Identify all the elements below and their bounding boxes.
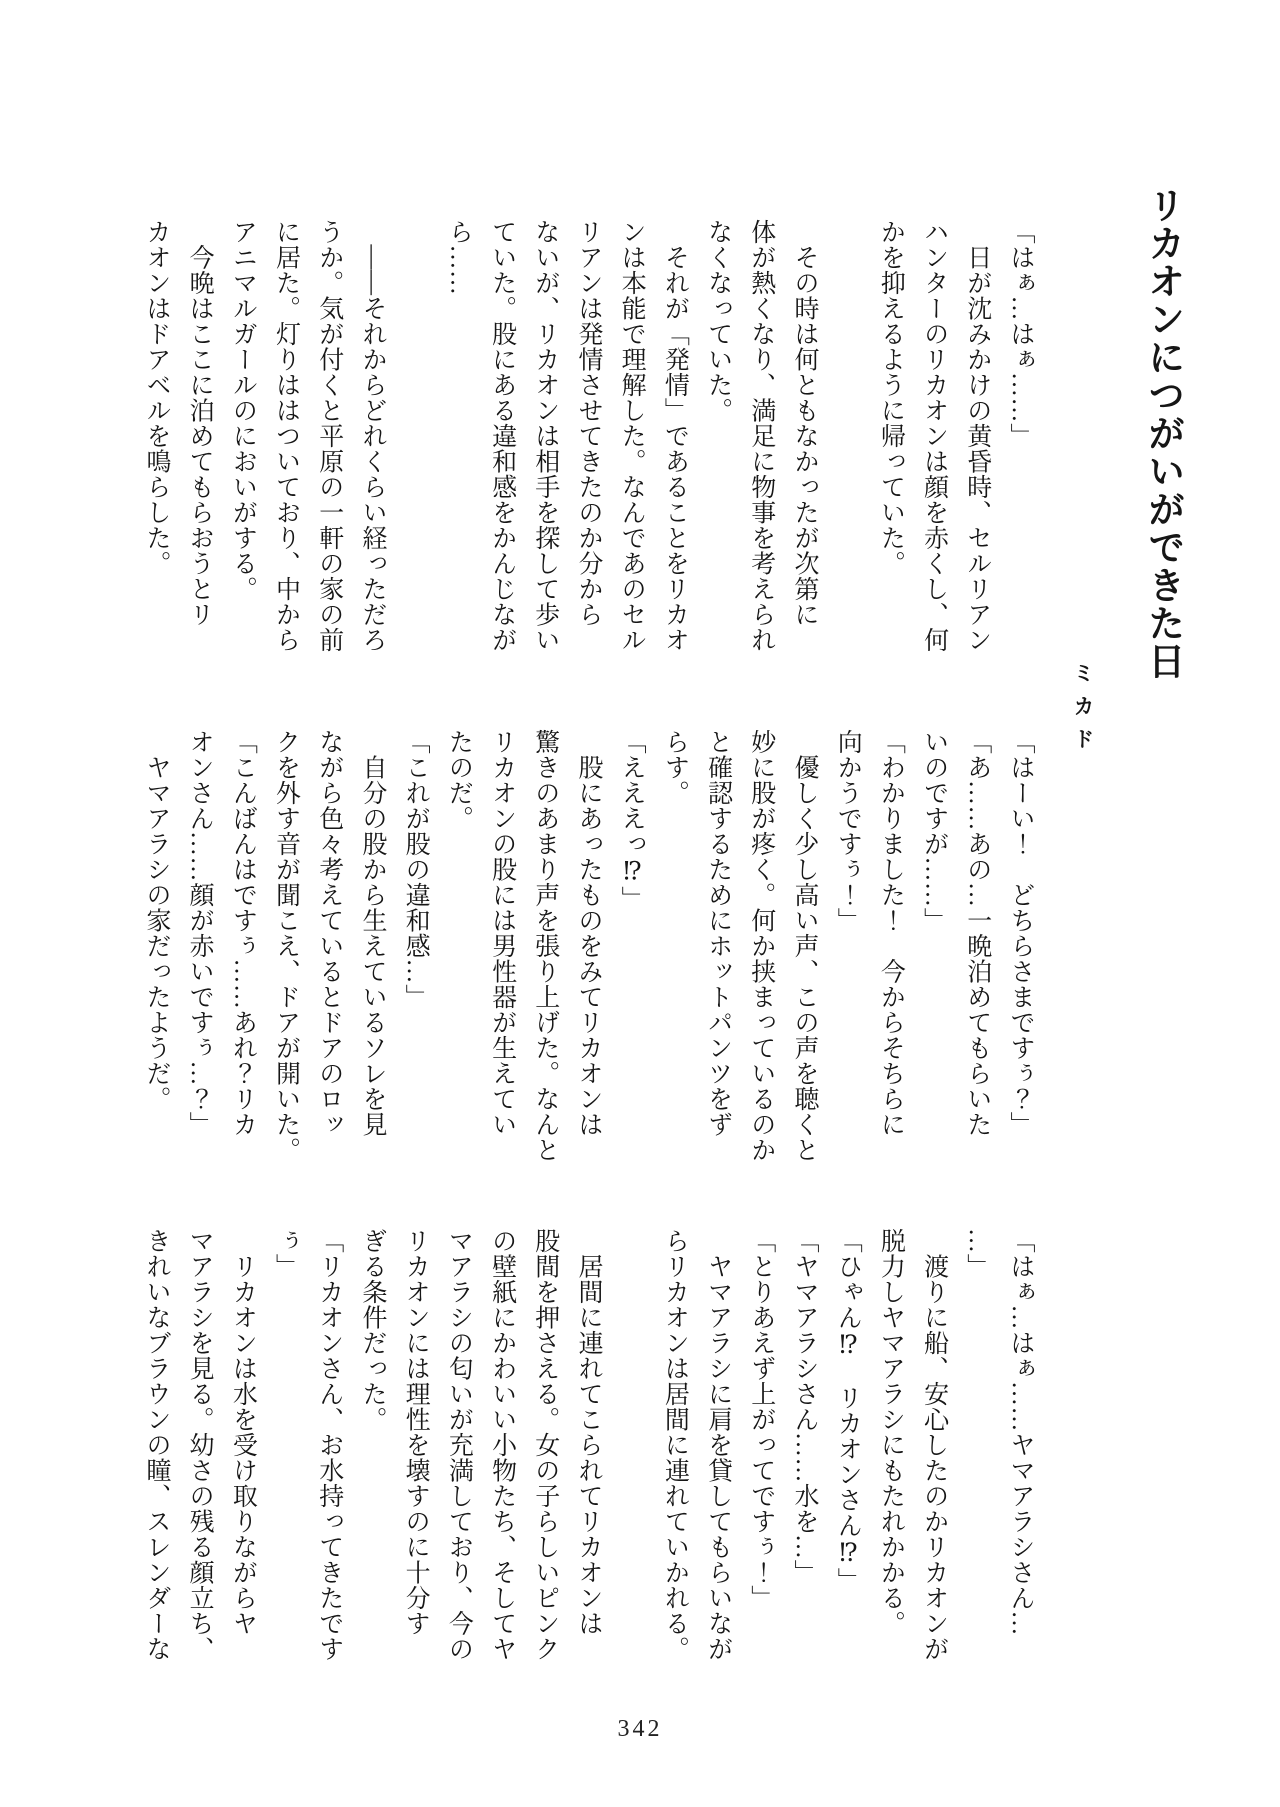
text-column: ながら色々考えているとドアのロッ [315, 729, 343, 1137]
text-column: 驚きのあまり声を張り上げた。なんと [531, 729, 559, 1163]
text-column: …」 [963, 1228, 991, 1279]
text-column: に居た。灯りははついており、中から [272, 219, 300, 653]
text-column: リカオンには理性を壊すのに十分す [402, 1228, 430, 1636]
text-column: それが「発情」であることをリカオ [661, 219, 689, 653]
text-column: ないが、リカオンは相手を探して歩い [531, 219, 559, 653]
text-column: たのだ。 [445, 729, 473, 831]
text-column: らす。 [661, 729, 689, 806]
text-column: 今晩はここに泊めてもらおうとリ [186, 219, 214, 627]
text-column: 「これが股の違和感…」 [402, 729, 430, 1010]
text-column: 日が沈みかけの黄昏時、セルリアン [963, 219, 991, 653]
column-gap [610, 1228, 653, 1658]
page-number: 342 [617, 1716, 663, 1742]
text-column: カオンはドアベルを鳴らした。 [142, 219, 170, 576]
text-column: 居間に連れてこられてリカオンは [574, 1228, 602, 1636]
text-column: その時は何ともなかったが次第に [790, 219, 818, 627]
author-name: ミカド [1071, 662, 1095, 761]
text-column: うか。気が付くと平原の一軒の家の前 [315, 219, 343, 653]
text-column: ぅ」 [272, 1228, 300, 1279]
text-column: 妙に股が疼く。何か挟まっているのか [747, 729, 775, 1163]
text-column: クを外す音が聞こえ、ドアが開いた。 [272, 729, 300, 1163]
text-column: ていた。股にある違和感をかんじなが [488, 219, 516, 653]
text-column: 向かうですぅ！」 [834, 729, 862, 933]
text-column: 「あ……あの…一晩泊めてもらいた [963, 729, 991, 1137]
text-column: リカオンは水を受け取りながらヤ [229, 1228, 257, 1636]
text-band-bottom [132, 1228, 1042, 1662]
text-column: 股にあったものをみてリカオンは [574, 729, 602, 1137]
text-column: 「はぁ…はぁ……ヤマアラシさん… [1007, 1228, 1034, 1636]
text-column: リアンは発情させてきたのか分から [574, 219, 602, 627]
text-column: 「ひゃん⁉ リカオンさん⁉」 [834, 1228, 862, 1593]
text-column: ――それからどれくらい経っただろ [358, 219, 386, 653]
text-column: 渡りに船、安心したのかリカオンが [920, 1228, 948, 1662]
text-column: 「こんばんはですぅ……あれ？リカ [229, 729, 257, 1137]
text-column: 「ヤマアラシさん……水を…」 [790, 1228, 818, 1585]
text-column: きれいなブラウンの瞳、スレンダーな [142, 1228, 170, 1662]
text-column: 「とりあえず上がってですぅ！」 [747, 1228, 775, 1611]
text-column: マアラシの匂いが充満しており、今の [445, 1228, 473, 1662]
page-title: リカオンにつがいができた日 [1141, 186, 1183, 680]
column-gap [826, 219, 869, 661]
text-column: ヤマアラシの家だったようだ。 [142, 729, 170, 1112]
text-column: の壁紙にかわいい小物たち、そしてヤ [488, 1228, 516, 1662]
text-column: 「リカオンさん、お水持ってきたです [315, 1228, 343, 1662]
text-column: ら…… [445, 219, 473, 296]
text-column: 優しく少し高い声、この声を聴くと [790, 729, 818, 1163]
text-column: 自分の股から生えているソレを見 [358, 729, 386, 1137]
text-column: ぎる条件だった。 [358, 1228, 386, 1432]
text-column: いのですが……」 [920, 729, 948, 933]
text-column: ヤマアラシに肩を貸してもらいなが [704, 1228, 732, 1662]
text-column: アニマルガールのにおいがする。 [229, 219, 257, 602]
text-column: 「はぁ…はぁ……」 [1007, 219, 1034, 449]
text-column: と確認するためにホットパンツをず [704, 729, 732, 1137]
text-column: 股間を押さえる。女の子らしいピンク [531, 1228, 559, 1662]
text-column: なくなっていた。 [704, 219, 732, 423]
text-column: 「えええっ⁉」 [618, 729, 646, 912]
text-band-top [132, 219, 1042, 661]
text-column: リカオンの股には男性器が生えてい [488, 729, 516, 1137]
text-column: オンさん……顔が赤いですぅ…？」 [186, 729, 214, 1137]
text-column: 「わかりました！ 今からそちらに [877, 729, 905, 1137]
text-column: らリカオンは居間に連れていかれる。 [661, 1228, 689, 1662]
text-column: マアラシを見る。幼さの残る顔立ち、 [186, 1228, 214, 1662]
text-column: 「はーい！ どちらさまですぅ？」 [1007, 729, 1034, 1137]
text-column: ンは本能で理解した。なんであのセル [618, 219, 646, 653]
text-band-middle [132, 729, 1042, 1163]
text-column: かを抑えるように帰っていた。 [877, 219, 905, 576]
column-gap [394, 219, 437, 661]
text-column: ハンターのリカオンは顔を赤くし、何 [920, 219, 948, 653]
text-column: 脱力しヤマアラシにもたれかかる。 [877, 1228, 905, 1636]
text-column: 体が熱くなり、満足に物事を考えられ [747, 219, 775, 653]
